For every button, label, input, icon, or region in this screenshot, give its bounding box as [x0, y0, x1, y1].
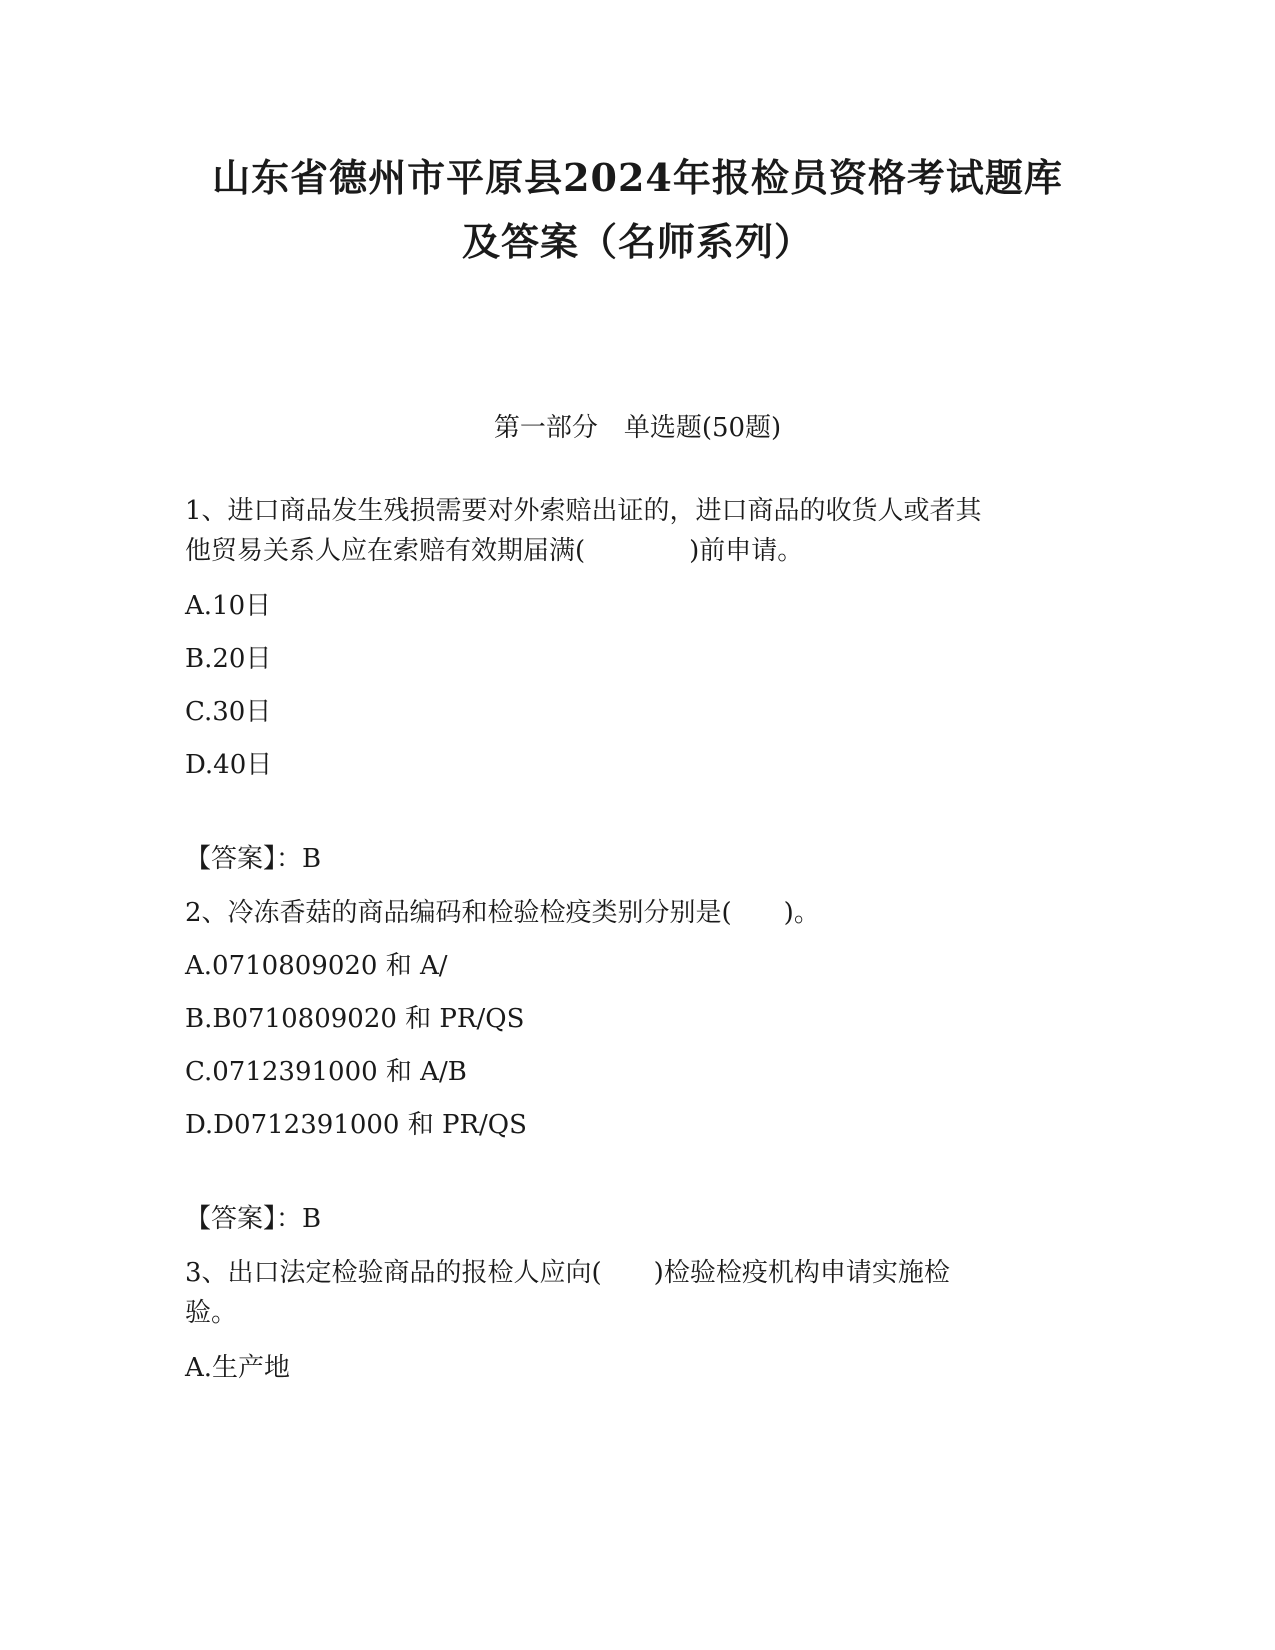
document-title-line-2: 及答案（名师系列） [461, 219, 813, 264]
question-1-answer: 【答案】：B [185, 844, 322, 874]
question-2-option-a: A.0710809020 和 A/ [185, 951, 448, 981]
question-3-option-a: A.生产地 [185, 1353, 291, 1383]
question-2-text-line-1: 2、冷冻香菇的商品编码和检验检疫类别分别是( )。 [185, 898, 820, 928]
section-heading: 第一部分 单选题(50题) [493, 413, 782, 443]
question-2-option-c: C.0712391000 和 A/B [185, 1057, 467, 1087]
question-1-option-a: A.10日 [185, 591, 272, 621]
question-1-text-line-2: 他贸易关系人应在索赔有效期届满( )前申请。 [185, 536, 804, 566]
question-2-answer: 【答案】：B [185, 1204, 322, 1234]
question-1-option-d: D.40日 [185, 750, 273, 780]
document-title-line-1: 山东省德州市平原县2024年报检员资格考试题库 [212, 155, 1063, 200]
question-2-option-d: D.D0712391000 和 PR/QS [185, 1110, 527, 1140]
question-3-text-line-2: 验。 [185, 1298, 238, 1328]
question-1-option-c: C.30日 [185, 697, 272, 727]
question-1-option-b: B.20日 [185, 644, 272, 674]
question-1-text-line-1: 1、进口商品发生残损需要对外索赔出证的，进口商品的收货人或者其 [185, 496, 982, 526]
question-3-text-line-1: 3、出口法定检验商品的报检人应向( )检验检疫机构申请实施检 [185, 1258, 950, 1288]
question-2-option-b: B.B0710809020 和 PR/QS [185, 1004, 525, 1034]
